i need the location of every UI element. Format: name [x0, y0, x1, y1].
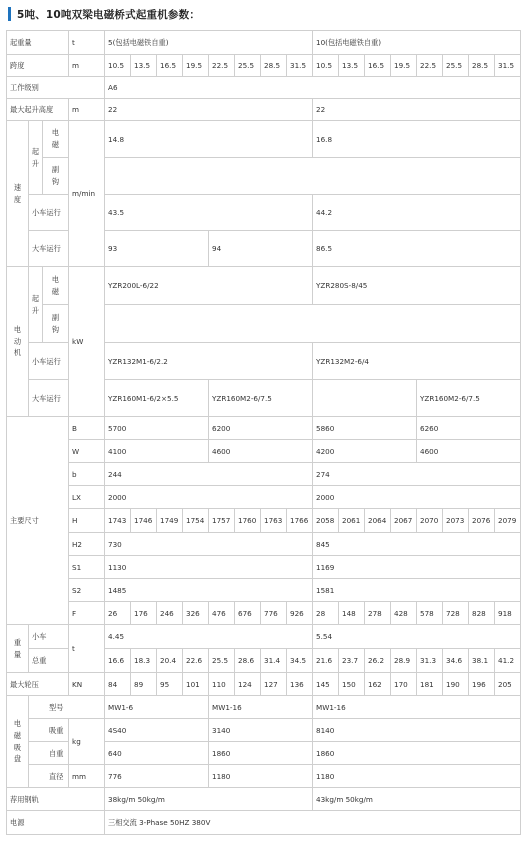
motor-em-a: YZR200L-6/22 — [105, 267, 313, 305]
motor-em-b: YZR280S-8/45 — [313, 267, 521, 305]
dim-F-1: 26 — [105, 602, 131, 625]
dim-H-12: 2067 — [391, 509, 417, 533]
row-motor-em — [7, 267, 521, 305]
row-dim-B — [7, 417, 521, 440]
motor-hook-empty — [105, 305, 521, 343]
magnet-self-a1: 640 — [105, 742, 209, 765]
row-dim-S2 — [7, 579, 521, 602]
row-wheel — [7, 673, 521, 696]
dim-H-6: 1760 — [235, 509, 261, 533]
dim-H-2: 1746 — [131, 509, 157, 533]
label-speed-crane: 大车运行 — [29, 231, 69, 267]
magnet-model-b: MW1-16 — [313, 696, 521, 719]
label-motor-trolley: 小车运行 — [29, 343, 69, 380]
dim-H-10: 2061 — [339, 509, 365, 533]
magnet-dia-a2: 1180 — [209, 765, 313, 788]
dim-F-6: 676 — [235, 602, 261, 625]
row-lift-height — [7, 99, 521, 121]
wheel-value-3: 95 — [157, 673, 183, 696]
label-magnet: 电磁吸盘 — [7, 696, 29, 788]
dim-H-11: 2064 — [365, 509, 391, 533]
dim-H2-a: 730 — [105, 533, 313, 556]
label-power: 电源 — [7, 811, 105, 835]
row-span — [7, 55, 521, 77]
dim-key-H2: H2 — [69, 533, 105, 556]
dim-key-S1: S1 — [69, 556, 105, 579]
dim-H-13: 2070 — [417, 509, 443, 533]
dim-S1-a: 1130 — [105, 556, 313, 579]
weight-total-2: 18.3 — [131, 649, 157, 673]
row-dim-W — [7, 440, 521, 463]
label-weight-total: 总重 — [29, 649, 69, 673]
dim-H-7: 1763 — [261, 509, 287, 533]
dim-b-a: 244 — [105, 463, 313, 486]
wheel-value-9: 145 — [313, 673, 339, 696]
weight-total-1: 16.6 — [105, 649, 131, 673]
speed-crane-a1: 93 — [105, 231, 209, 267]
wheel-value-5: 110 — [209, 673, 235, 696]
weight-total-13: 31.3 — [417, 649, 443, 673]
dim-b-b: 274 — [313, 463, 521, 486]
wheel-value-11: 162 — [365, 673, 391, 696]
wheel-value-12: 170 — [391, 673, 417, 696]
row-dim-S1 — [7, 556, 521, 579]
span-value-12: 19.5 — [391, 55, 417, 77]
unit-lift-height: m — [69, 99, 105, 121]
weight-total-8: 34.5 — [287, 649, 313, 673]
row-dim-LX — [7, 486, 521, 509]
dim-H-9: 2058 — [313, 509, 339, 533]
rail-b: 43kg/m 50kg/m — [313, 788, 521, 811]
label-weight: 重量 — [7, 625, 29, 673]
row-magnet-model — [7, 696, 521, 719]
weight-trolley-a: 4.45 — [105, 625, 313, 649]
span-value-5: 22.5 — [209, 55, 235, 77]
row-magnet-dia — [7, 765, 521, 788]
dim-F-3: 246 — [157, 602, 183, 625]
speed-crane-a2: 94 — [209, 231, 313, 267]
unit-magnet-kg: kg — [69, 719, 105, 765]
wheel-value-16: 205 — [495, 673, 521, 696]
unit-span: m — [69, 55, 105, 77]
speed-trolley-a: 43.5 — [105, 195, 313, 231]
label-lift-height: 最大起升高度 — [7, 99, 69, 121]
dim-S1-b: 1169 — [313, 556, 521, 579]
dim-W-3: 4200 — [313, 440, 417, 463]
label-speed-hook: 副钩 — [43, 158, 69, 195]
wheel-value-8: 136 — [287, 673, 313, 696]
weight-trolley-b: 5.54 — [313, 625, 521, 649]
dim-H-14: 2073 — [443, 509, 469, 533]
magnet-dia-a1: 776 — [105, 765, 209, 788]
unit-magnet-mm: mm — [69, 765, 105, 788]
dim-B-2: 6200 — [209, 417, 313, 440]
wheel-value-14: 190 — [443, 673, 469, 696]
dim-key-b: b — [69, 463, 105, 486]
label-magnet-self: 自重 — [29, 742, 69, 765]
dim-H-4: 1754 — [183, 509, 209, 533]
weight-total-9: 21.6 — [313, 649, 339, 673]
span-value-11: 16.5 — [365, 55, 391, 77]
dim-H-1: 1743 — [105, 509, 131, 533]
dim-H2-b: 845 — [313, 533, 521, 556]
dim-F-2: 176 — [131, 602, 157, 625]
span-value-4: 19.5 — [183, 55, 209, 77]
label-magnet-dia: 直径 — [29, 765, 69, 788]
label-speed: 速度 — [7, 121, 29, 267]
label-speed-trolley: 小车运行 — [29, 195, 69, 231]
label-wheel: 最大轮压 — [7, 673, 69, 696]
row-duty — [7, 77, 521, 99]
weight-total-4: 22.6 — [183, 649, 209, 673]
magnet-model-a2: MW1-16 — [209, 696, 313, 719]
motor-crane-a1: YZR160M1-6/2×5.5 — [105, 380, 209, 417]
label-motor: 电动机 — [7, 267, 29, 417]
label-speed-em: 电磁 — [43, 121, 69, 158]
label-motor-crane: 大车运行 — [29, 380, 69, 417]
speed-em-a: 14.8 — [105, 121, 313, 158]
dim-H-16: 2079 — [495, 509, 521, 533]
dim-W-4: 4600 — [417, 440, 521, 463]
dim-F-4: 326 — [183, 602, 209, 625]
dim-B-4: 6260 — [417, 417, 521, 440]
dim-key-LX: LX — [69, 486, 105, 509]
dim-F-7: 776 — [261, 602, 287, 625]
span-value-3: 16.5 — [157, 55, 183, 77]
span-value-13: 22.5 — [417, 55, 443, 77]
dim-F-5: 476 — [209, 602, 235, 625]
spec-table — [6, 30, 521, 835]
capacity-b: 10(包括电磁铁自重) — [313, 31, 521, 55]
row-dim-H2 — [7, 533, 521, 556]
wheel-value-13: 181 — [417, 673, 443, 696]
row-dim-F — [7, 602, 521, 625]
dim-H-15: 2076 — [469, 509, 495, 533]
weight-total-16: 41.2 — [495, 649, 521, 673]
dim-LX-b: 2000 — [313, 486, 521, 509]
dim-S2-a: 1485 — [105, 579, 313, 602]
label-magnet-model: 型号 — [29, 696, 105, 719]
speed-trolley-b: 44.2 — [313, 195, 521, 231]
row-dim-b — [7, 463, 521, 486]
dim-F-13: 578 — [417, 602, 443, 625]
weight-total-6: 28.6 — [235, 649, 261, 673]
label-motor-em: 电磁 — [43, 267, 69, 305]
section-title — [8, 6, 200, 22]
weight-total-15: 38.1 — [469, 649, 495, 673]
dim-F-12: 428 — [391, 602, 417, 625]
span-value-16: 31.5 — [495, 55, 521, 77]
wheel-value-10: 150 — [339, 673, 365, 696]
weight-total-11: 26.2 — [365, 649, 391, 673]
dim-F-10: 148 — [339, 602, 365, 625]
dim-F-16: 918 — [495, 602, 521, 625]
dim-key-S2: S2 — [69, 579, 105, 602]
magnet-suction-a2: 3140 — [209, 719, 313, 742]
label-motor-hoist: 起升 — [29, 267, 43, 343]
speed-em-b: 16.8 — [313, 121, 521, 158]
label-weight-trolley: 小车 — [29, 625, 69, 649]
weight-total-12: 28.9 — [391, 649, 417, 673]
row-capacity — [7, 31, 521, 55]
dim-F-9: 28 — [313, 602, 339, 625]
dim-H-8: 1766 — [287, 509, 313, 533]
span-value-6: 25.5 — [235, 55, 261, 77]
magnet-model-a1: MW1-6 — [105, 696, 209, 719]
motor-crane-b1 — [313, 380, 417, 417]
span-value-7: 28.5 — [261, 55, 287, 77]
dim-key-W: W — [69, 440, 105, 463]
motor-trolley-b: YZR132M2-6/4 — [313, 343, 521, 380]
wheel-value-7: 127 — [261, 673, 287, 696]
magnet-suction-b: 8140 — [313, 719, 521, 742]
weight-total-5: 25.5 — [209, 649, 235, 673]
dim-S2-b: 1581 — [313, 579, 521, 602]
label-speed-hoist: 起升 — [29, 121, 43, 195]
dim-key-B: B — [69, 417, 105, 440]
span-value-1: 10.5 — [105, 55, 131, 77]
motor-crane-a2: YZR160M2-6/7.5 — [209, 380, 313, 417]
unit-wheel: KN — [69, 673, 105, 696]
magnet-self-a2: 1860 — [209, 742, 313, 765]
wheel-value-15: 196 — [469, 673, 495, 696]
span-value-8: 31.5 — [287, 55, 313, 77]
row-power — [7, 811, 521, 835]
capacity-a: 5(包括电磁铁自重) — [105, 31, 313, 55]
weight-total-14: 34.6 — [443, 649, 469, 673]
row-weight-trolley — [7, 625, 521, 649]
row-rail — [7, 788, 521, 811]
unit-capacity: t — [69, 31, 105, 55]
dim-F-8: 926 — [287, 602, 313, 625]
label-duty: 工作级别 — [7, 77, 105, 99]
label-capacity: 起重量 — [7, 31, 69, 55]
lift-height-a: 22 — [105, 99, 313, 121]
speed-crane-b: 86.5 — [313, 231, 521, 267]
weight-total-7: 31.4 — [261, 649, 287, 673]
title-text: 5吨、10吨双梁电磁桥式起重机参数： — [17, 8, 201, 21]
rail-a: 38kg/m 50kg/m — [105, 788, 313, 811]
row-speed-em — [7, 121, 521, 158]
label-magnet-suction: 吸重 — [29, 719, 69, 742]
label-dims: 主要尺寸 — [7, 417, 69, 625]
motor-crane-b2: YZR160M2-6/7.5 — [417, 380, 521, 417]
lift-height-b: 22 — [313, 99, 521, 121]
weight-total-3: 20.4 — [157, 649, 183, 673]
unit-weight: t — [69, 625, 105, 673]
row-magnet-suction — [7, 719, 521, 742]
wheel-value-4: 101 — [183, 673, 209, 696]
unit-speed: m/min — [69, 121, 105, 267]
wheel-value-6: 124 — [235, 673, 261, 696]
label-motor-hook: 副钩 — [43, 305, 69, 343]
row-dim-H — [7, 509, 521, 533]
wheel-value-2: 89 — [131, 673, 157, 696]
motor-trolley-a: YZR132M1-6/2.2 — [105, 343, 313, 380]
unit-motor: kW — [69, 267, 105, 417]
wheel-value-1: 84 — [105, 673, 131, 696]
power-value: 三相交流 3-Phase 50HZ 380V — [105, 811, 521, 835]
label-rail: 荐用钢轨 — [7, 788, 105, 811]
label-span: 跨度 — [7, 55, 69, 77]
dim-LX-a: 2000 — [105, 486, 313, 509]
magnet-dia-b: 1180 — [313, 765, 521, 788]
span-value-2: 13.5 — [131, 55, 157, 77]
dim-F-15: 828 — [469, 602, 495, 625]
dim-key-F: F — [69, 602, 105, 625]
dim-F-14: 728 — [443, 602, 469, 625]
dim-F-11: 278 — [365, 602, 391, 625]
dim-W-2: 4600 — [209, 440, 313, 463]
dim-H-3: 1749 — [157, 509, 183, 533]
title-accent-bar — [8, 7, 11, 21]
speed-hook-empty — [105, 158, 521, 195]
dim-H-5: 1757 — [209, 509, 235, 533]
span-value-9: 10.5 — [313, 55, 339, 77]
magnet-suction-a1: 4S40 — [105, 719, 209, 742]
dim-W-1: 4100 — [105, 440, 209, 463]
dim-key-H: H — [69, 509, 105, 533]
dim-B-3: 5860 — [313, 417, 417, 440]
span-value-15: 28.5 — [469, 55, 495, 77]
span-value-14: 25.5 — [443, 55, 469, 77]
dim-B-1: 5700 — [105, 417, 209, 440]
span-value-10: 13.5 — [339, 55, 365, 77]
duty-value: A6 — [105, 77, 521, 99]
weight-total-10: 23.7 — [339, 649, 365, 673]
magnet-self-b: 1860 — [313, 742, 521, 765]
